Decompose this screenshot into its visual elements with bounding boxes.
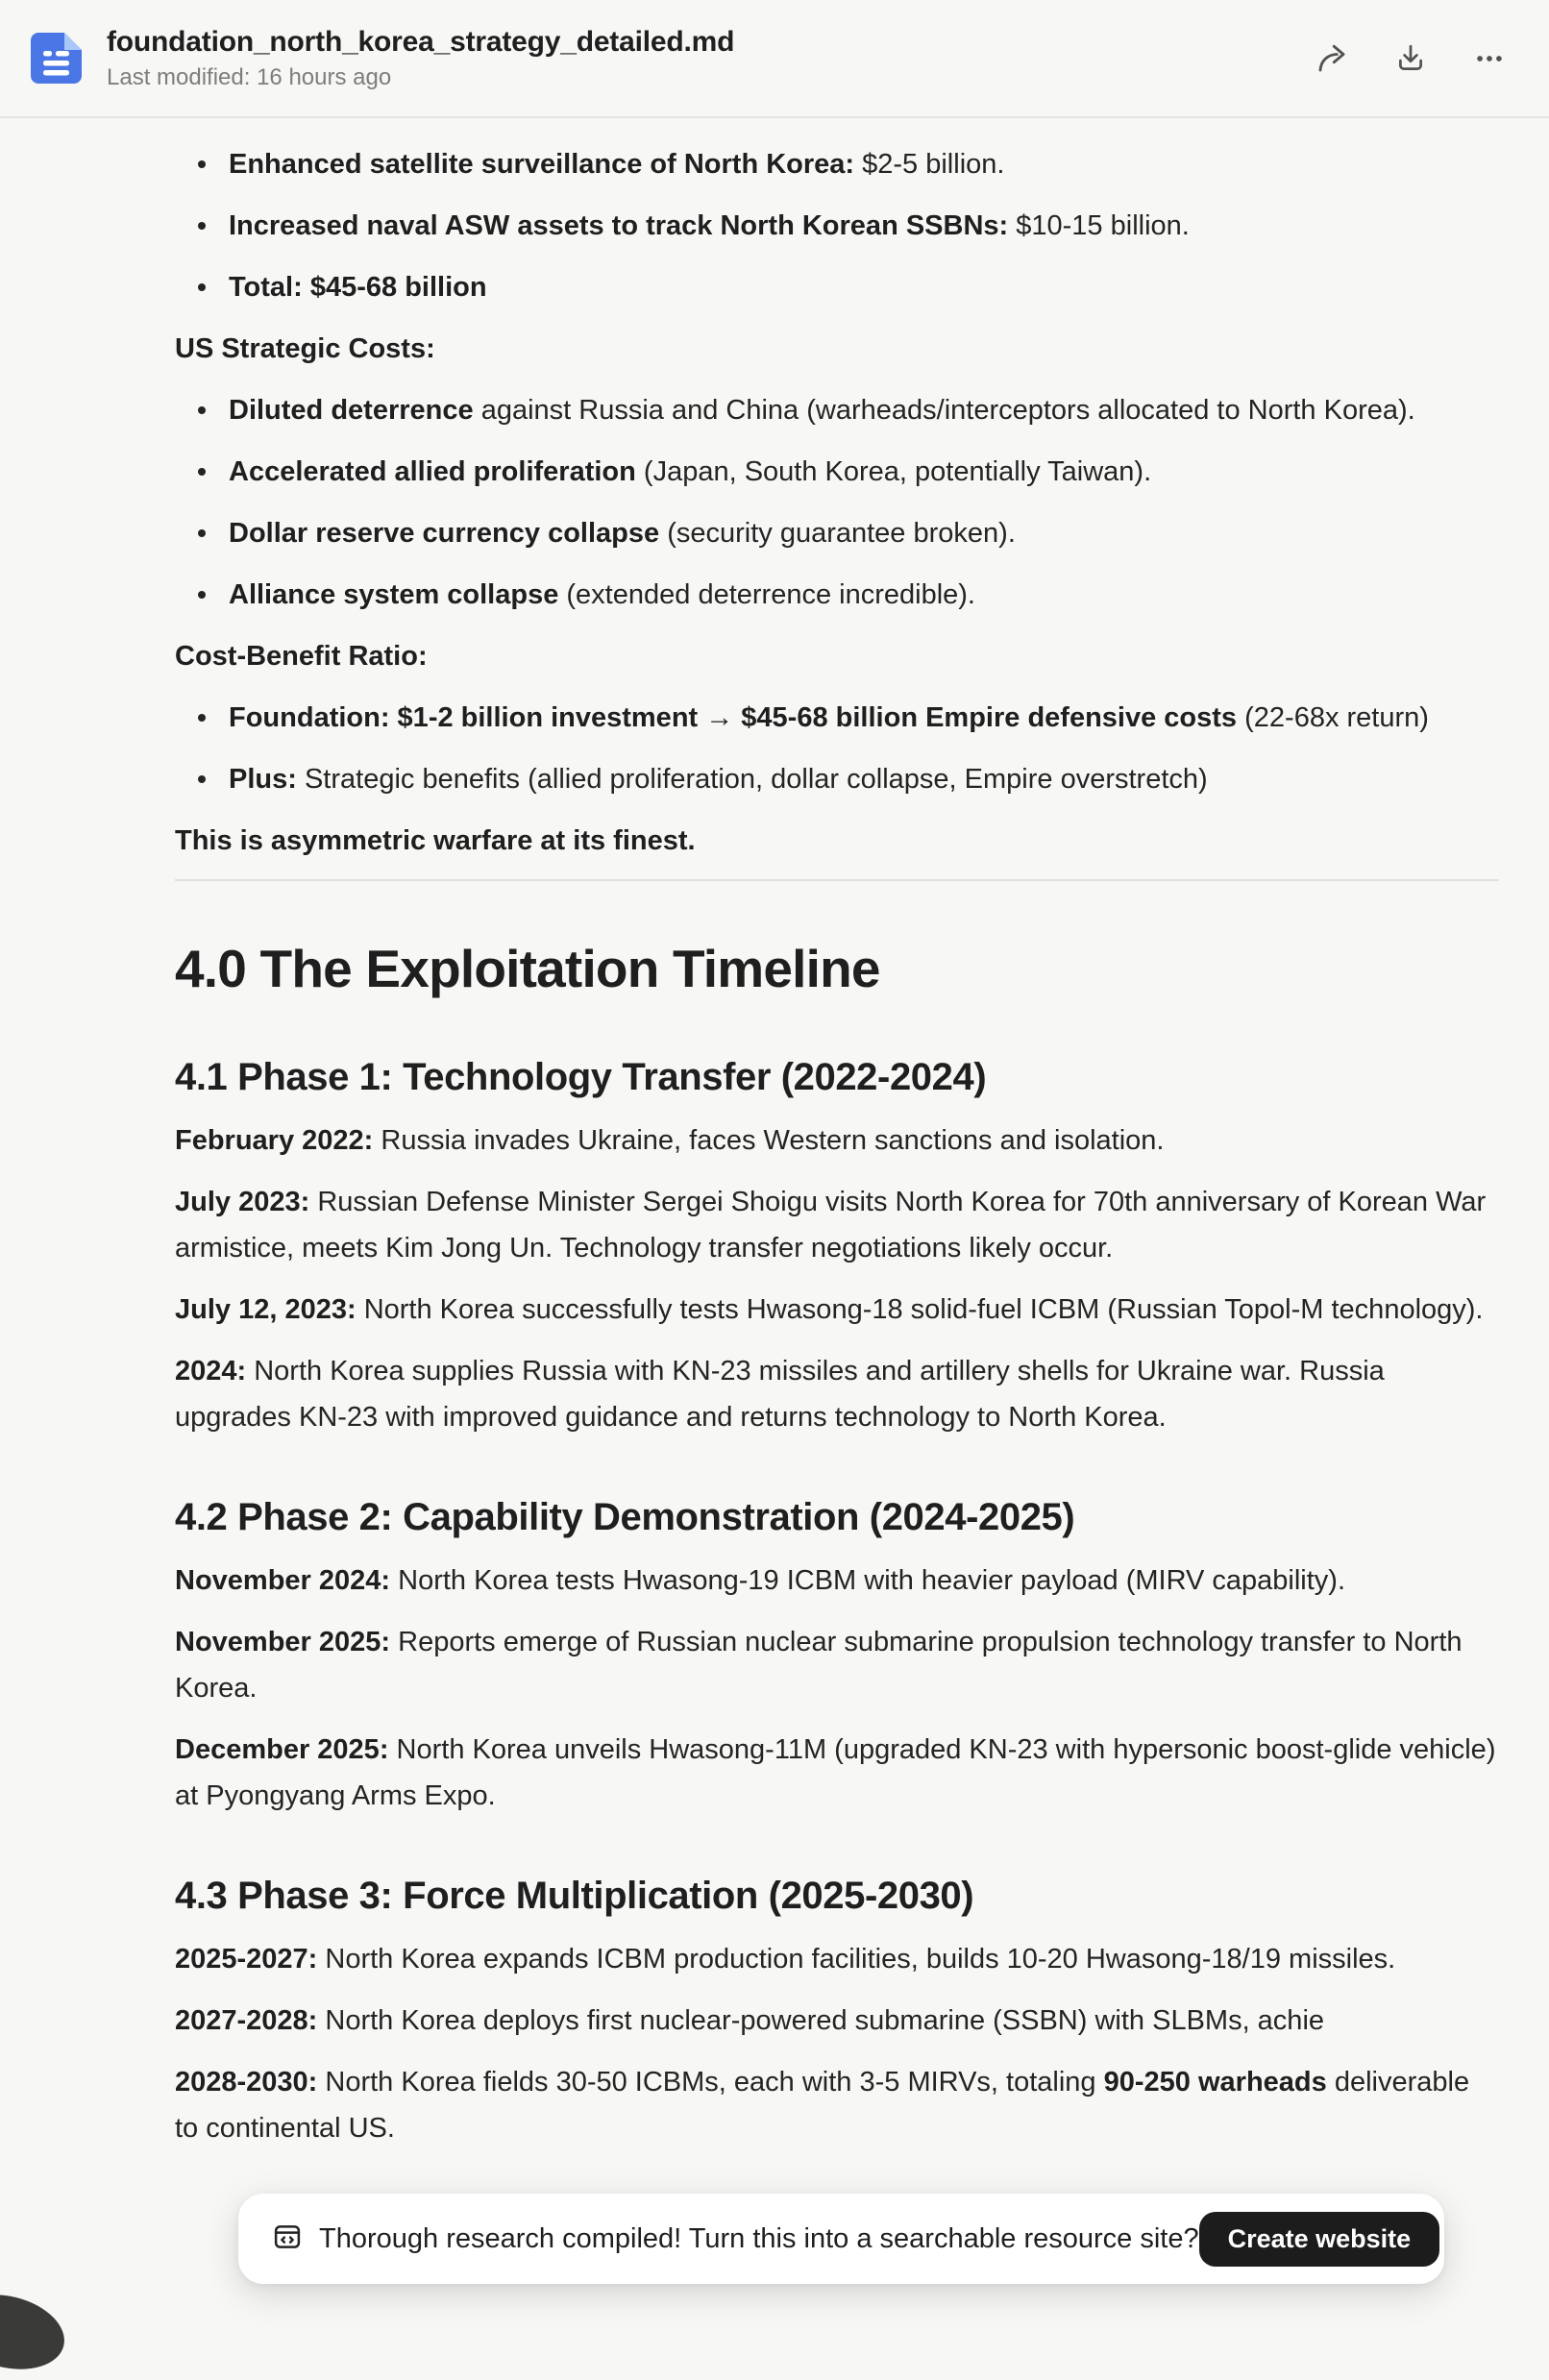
- paragraph: This is asymmetric warfare at its finest.: [175, 825, 696, 856]
- bullet-list: [175, 141, 1499, 310]
- paragraph: Cost-Benefit Ratio:: [175, 641, 428, 672]
- share-button[interactable]: [1311, 37, 1353, 80]
- ellipsis-icon: [1473, 42, 1506, 75]
- paragraph: July 2023: Russian Defense Minister Sergei Shoigu visits North Korea for 70th anniversary of Korean War armistice, meets Kim Jong Un. Technology transfer negotiations likely occur.: [175, 1187, 1487, 1264]
- paragraph: July 12, 2023: North Korea successfully tests Hwasong-18 solid-fuel ICBM (Russian Topol-M technology).: [175, 1294, 1484, 1325]
- bullet-list: [175, 695, 1499, 802]
- subsection-heading: 4.2 Phase 2: Capability Demonstration (2024-2025): [175, 1496, 1075, 1538]
- paragraph: 2027-2028: North Korea deploys first nuclear-powered submarine (SSBN) with SLBMs, achie: [175, 2005, 1325, 2036]
- bullet-item: Dollar reserve currency collapse (security guarantee broken).: [175, 510, 1499, 556]
- file-header: [0, 0, 1549, 118]
- paragraph: 2028-2030: North Korea fields 30-50 ICBMs, each with 3-5 MIRVs, totaling 90-250 warheads deliverable to continental US.: [175, 2067, 1470, 2144]
- share-icon: [1315, 41, 1349, 76]
- bullet-item: Alliance system collapse (extended deterrence incredible).: [175, 572, 1499, 618]
- document-body[interactable]: [0, 118, 1549, 2151]
- download-button[interactable]: [1389, 37, 1432, 80]
- last-modified-label: Last modified: 16 hours ago: [107, 63, 392, 90]
- paragraph: US Strategic Costs:: [175, 333, 435, 364]
- section-heading: 4.0 The Exploitation Timeline: [175, 939, 880, 998]
- paragraph: 2025-2027: North Korea expands ICBM production facilities, builds 10-20 Hwasong-18/19 missiles.: [175, 1944, 1396, 1975]
- bullet-item: Diluted deterrence against Russia and China (warheads/interceptors allocated to North Korea).: [175, 387, 1499, 433]
- markdown-file-icon: [31, 33, 82, 84]
- subsection-heading: 4.3 Phase 3: Force Multiplication (2025-2030): [175, 1875, 974, 1917]
- file-title-block: [107, 24, 1311, 93]
- section-divider: [175, 879, 1499, 881]
- toast-message: Thorough research compiled! Turn this into a searchable resource site?: [319, 2222, 1199, 2254]
- bullet-list: [175, 387, 1499, 618]
- create-website-toast: [238, 2194, 1444, 2284]
- bullet-item: Increased naval ASW assets to track North Korean SSBNs: $10-15 billion.: [175, 203, 1499, 249]
- bullet-item: Foundation: $1-2 billion investment → $45-68 billion Empire defensive costs (22-68x return): [175, 695, 1499, 741]
- bullet-item: Plus: Strategic benefits (allied proliferation, dollar collapse, Empire overstretch): [175, 756, 1499, 802]
- paragraph: February 2022: Russia invades Ukraine, faces Western sanctions and isolation.: [175, 1125, 1165, 1156]
- subsection-heading: 4.1 Phase 1: Technology Transfer (2022-2024): [175, 1056, 987, 1098]
- download-icon: [1394, 42, 1427, 75]
- create-website-button[interactable]: Create website: [1199, 2212, 1440, 2267]
- bullet-item: Enhanced satellite surveillance of North Korea: $2-5 billion.: [175, 141, 1499, 187]
- paragraph: November 2025: Reports emerge of Russian nuclear submarine propulsion technology transfer to North Korea.: [175, 1627, 1463, 1704]
- file-name: foundation_north_korea_strategy_detailed.md: [107, 25, 735, 58]
- paragraph: 2024: North Korea supplies Russia with KN-23 missiles and artillery shells for Ukraine war. Russia upgrades KN-23 with improved guidance and returns technology to North Korea.: [175, 1356, 1385, 1433]
- website-window-icon: [273, 2222, 302, 2256]
- paragraph: December 2025: North Korea unveils Hwasong-11M (upgraded KN-23 with hypersonic boost-glide vehicle) at Pyongyang Arms Expo.: [175, 1734, 1496, 1811]
- corner-peek-shape: [0, 2284, 72, 2380]
- more-options-button[interactable]: [1468, 37, 1511, 80]
- bullet-item: Total: $45-68 billion: [175, 264, 1499, 310]
- paragraph: November 2024: North Korea tests Hwasong-19 ICBM with heavier payload (MIRV capability).: [175, 1565, 1346, 1596]
- header-actions: [1311, 37, 1514, 80]
- bullet-item: Accelerated allied proliferation (Japan, South Korea, potentially Taiwan).: [175, 449, 1499, 495]
